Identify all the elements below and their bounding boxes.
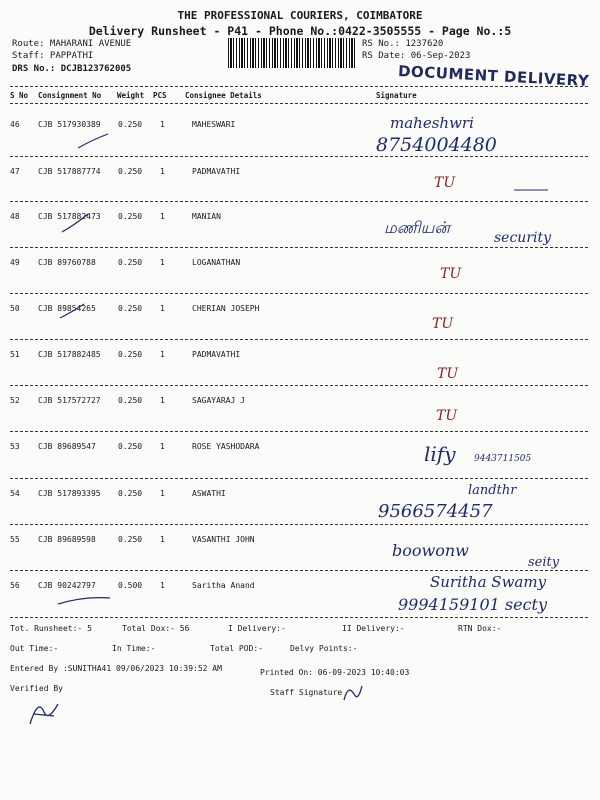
row-pcs: 1 (160, 350, 165, 359)
row-weight: 0.250 (118, 167, 143, 176)
row-pcs: 1 (160, 581, 165, 590)
col-weight: Weight (117, 91, 145, 100)
row-consignment: CJB 90242797 (38, 581, 96, 590)
row-consignee: MANIAN (192, 212, 221, 221)
company-title: THE PROFESSIONAL COURIERS, COIMBATORE (177, 9, 423, 22)
row-pcs: 1 (160, 396, 165, 405)
row-signature: Suritha Swamy (430, 573, 547, 591)
route-label: Route: MAHARANI AVENUE (12, 39, 132, 49)
total-pod: Total POD:- (210, 644, 263, 653)
row-consignment: CJB 89760788 (38, 258, 96, 267)
row-signature-note: security (494, 230, 552, 246)
i-delivery: I Delivery:- (228, 624, 286, 633)
row-consignment: CJB 89854265 (38, 304, 96, 313)
row-signature: TU (432, 316, 454, 332)
row-consignee: ROSE YASHODARA (192, 442, 260, 451)
staff-label: Staff: PAPPATHI (12, 51, 94, 61)
document-delivery-stamp: DOCUMENT DELIVERY (397, 62, 590, 90)
row-consignee: VASANTHI JOHN (192, 535, 255, 544)
row-weight: 0.250 (118, 212, 143, 221)
total-runsheet: Tot. Runsheet:- 5 (10, 624, 92, 633)
row-consignee: PADMAVATHI (192, 167, 241, 176)
row-signature: lify (424, 442, 456, 466)
row-pcs: 1 (160, 304, 165, 313)
row-consignment: CJB 517930389 (38, 120, 101, 129)
entered-by: Entered By :SUNITHA41 09/06/2023 10:39:52 AM (10, 664, 222, 673)
tick-mark (58, 598, 110, 604)
staff-signature: Staff Signature (270, 688, 343, 697)
row-pcs: 1 (160, 258, 165, 267)
row-sno: 51 (10, 350, 20, 359)
row-pcs: 1 (160, 120, 165, 129)
row-sno: 52 (10, 396, 20, 405)
row-weight: 0.500 (118, 581, 143, 590)
row-sno: 46 (10, 120, 20, 129)
row-signature: maheshwri (390, 114, 474, 132)
row-signature-note: 9994159101 secty (398, 595, 547, 614)
row-signature-note: 9443711505 (474, 454, 532, 464)
row-consignee: CHERIAN JOSEPH (192, 304, 260, 313)
row-sno: 54 (10, 489, 20, 498)
out-time: Out Time:- (10, 644, 59, 653)
row-signature: TU (437, 366, 459, 382)
row-pcs: 1 (160, 442, 165, 451)
row-pcs: 1 (160, 167, 165, 176)
tick-mark (78, 134, 108, 148)
row-signature: மணியன் (384, 218, 450, 237)
col-consignment: Consignment No (38, 91, 102, 100)
row-weight: 0.250 (118, 396, 143, 405)
row-signature: TU (434, 175, 456, 191)
row-signature: boowonw (392, 541, 469, 560)
verifier-signature (24, 694, 64, 730)
row-pcs: 1 (160, 212, 165, 221)
row-consignment: CJB 89689598 (38, 535, 96, 544)
row-signature-note: 9566574457 (378, 501, 493, 522)
printed-on: Printed On: 06-09-2023 10:40:03 (260, 668, 410, 677)
tick-mark (60, 304, 84, 318)
staff-signature-mark (340, 682, 366, 704)
rs-number: RS No.: 1237620 (362, 39, 444, 49)
runsheet-subtitle: Delivery Runsheet - P41 - Phone No.:0422-3505555 - Page No.:5 (88, 24, 512, 38)
row-sno: 49 (10, 258, 20, 267)
row-consignee: ASWATHI (192, 489, 226, 498)
rtn-dox: RTN Dox:- (458, 624, 502, 633)
delivery-points: Delvy Points:- (290, 644, 358, 653)
row-weight: 0.250 (118, 442, 143, 451)
row-weight: 0.250 (118, 304, 143, 313)
row-signature: landthr (468, 483, 517, 498)
col-signature: Signature (376, 91, 417, 100)
col-consignee: Consignee Details (185, 91, 262, 100)
verified-by: Verified By (10, 684, 63, 693)
row-signature: TU (436, 408, 458, 424)
row-weight: 0.250 (118, 120, 143, 129)
table-end-rule (10, 617, 588, 618)
row-signature: TU (440, 266, 462, 282)
row-weight: 0.250 (118, 350, 143, 359)
row-sno: 50 (10, 304, 20, 313)
row-consignee: LOGANATHAN (192, 258, 241, 267)
row-sno: 56 (10, 581, 20, 590)
rs-date: RS Date: 06-Sep-2023 (362, 51, 471, 61)
row-consignment: CJB 517572727 (38, 396, 101, 405)
row-pcs: 1 (160, 489, 165, 498)
row-consignee: Saritha Anand (192, 581, 255, 590)
row-consignment: CJB 517887774 (38, 167, 101, 176)
row-consignment: CJB 517893395 (38, 489, 101, 498)
row-sno: 48 (10, 212, 20, 221)
row-pcs: 1 (160, 535, 165, 544)
col-pcs: PCS (153, 91, 167, 100)
row-consignee: MAHESWARI (192, 120, 236, 129)
row-signature-note: seity (528, 555, 560, 570)
row-consignment: CJB 89689547 (38, 442, 96, 451)
row-weight: 0.250 (118, 258, 143, 267)
row-signature-note: 8754004480 (376, 134, 497, 156)
row-consignee: SAGAYARAJ J (192, 396, 245, 405)
row-sno: 47 (10, 167, 20, 176)
row-sno: 55 (10, 535, 20, 544)
row-consignment: CJB 517882485 (38, 350, 101, 359)
row-weight: 0.250 (118, 489, 143, 498)
in-time: In Time:- (112, 644, 156, 653)
row-consignment: CJB 517882473 (38, 212, 101, 221)
col-sno: S No (10, 91, 29, 100)
drs-number: DRS No.: DCJB123762005 (12, 64, 132, 74)
tick-mark (62, 214, 88, 232)
row-consignee: PADMAVATHI (192, 350, 241, 359)
ii-delivery: II Delivery:- (342, 624, 405, 633)
total-dox: Total Dox:- 56 (122, 624, 190, 633)
row-sno: 53 (10, 442, 20, 451)
row-weight: 0.250 (118, 535, 143, 544)
